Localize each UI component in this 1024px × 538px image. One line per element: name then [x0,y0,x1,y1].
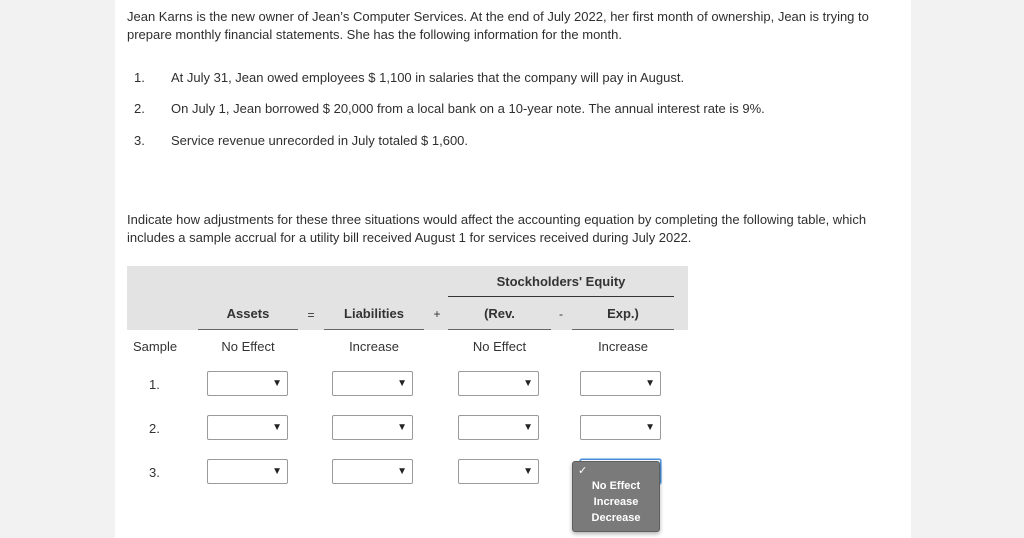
item-number: 2. [134,101,145,116]
plus-operator: + [433,307,441,321]
row2-assets-select[interactable] [207,415,288,440]
chevron-down-icon: ▼ [523,378,533,389]
stockholders-equity-header: Stockholders' Equity [496,274,626,289]
liabilities-header: Liabilities [344,306,404,321]
dropdown-menu [572,461,660,532]
option-decrease[interactable]: Decrease [591,512,641,524]
chevron-down-icon: ▼ [523,422,533,433]
item-number: 3. [134,133,145,148]
chevron-down-icon: ▼ [272,378,282,389]
column-underline [572,329,674,330]
revenue-header: (Rev. [484,306,515,321]
intro-paragraph: Jean Karns is the new owner of Jean’s Computer Services. At the end of July 2022, her first month of ownership, Jean is trying to prepare monthly financial statements. She has the following information for the month. [127,9,869,42]
chevron-down-icon: ▼ [397,422,407,433]
chevron-down-icon: ▼ [645,422,655,433]
assets-header: Assets [226,306,270,321]
chevron-down-icon: ▼ [397,378,407,389]
option-increase[interactable]: Increase [593,496,639,508]
item-text: On July 1, Jean borrowed $ 20,000 from a local bank on a 10-year note. The annual interest rate is 9%. [171,101,765,116]
instructions-paragraph: Indicate how adjustments for these three situations would affect the accounting equation by completing the following table, which includes a sample accrual for a utility bill received August 1 for services received during July 2022. [127,212,867,245]
minus-operator: - [559,307,563,321]
column-underline [448,329,551,330]
header-divider [448,296,674,297]
row2-revenue-select[interactable] [458,415,539,440]
row3-assets-select[interactable] [207,459,288,484]
row2-liabilities-select[interactable] [332,415,413,440]
equals-operator: = [307,308,315,322]
expense-header: Exp.) [607,306,639,321]
row1-revenue-select[interactable] [458,371,539,396]
row3-revenue-select[interactable] [458,459,539,484]
chevron-down-icon: ▼ [523,466,533,477]
item-text: Service revenue unrecorded in July totaled $ 1,600. [171,133,469,148]
row2-expense-select[interactable] [580,415,661,440]
row1-expense-select[interactable] [580,371,661,396]
row-label-3: 3. [149,465,160,480]
option-no-effect[interactable]: No Effect [591,480,641,492]
sample-expense: Increase [598,339,648,354]
chevron-down-icon: ▼ [272,422,282,433]
chevron-down-icon: ▼ [645,378,655,389]
row3-liabilities-select[interactable] [332,459,413,484]
item-number: 1. [134,70,145,85]
sample-liabilities: Increase [349,339,399,354]
row1-liabilities-select[interactable] [332,371,413,396]
chevron-down-icon: ▼ [397,466,407,477]
sample-revenue: No Effect [472,339,527,354]
column-underline [198,329,298,330]
row-label-1: 1. [149,377,160,392]
sample-row-label: Sample [133,339,178,354]
item-text: At July 31, Jean owed employees $ 1,100 in salaries that the company will pay in August. [171,70,685,85]
checkmark-icon: ✓ [578,465,588,477]
row1-assets-select[interactable] [207,371,288,396]
column-underline [324,329,424,330]
chevron-down-icon: ▼ [272,466,282,477]
sample-assets: No Effect [221,339,275,354]
row-label-2: 2. [149,421,160,436]
